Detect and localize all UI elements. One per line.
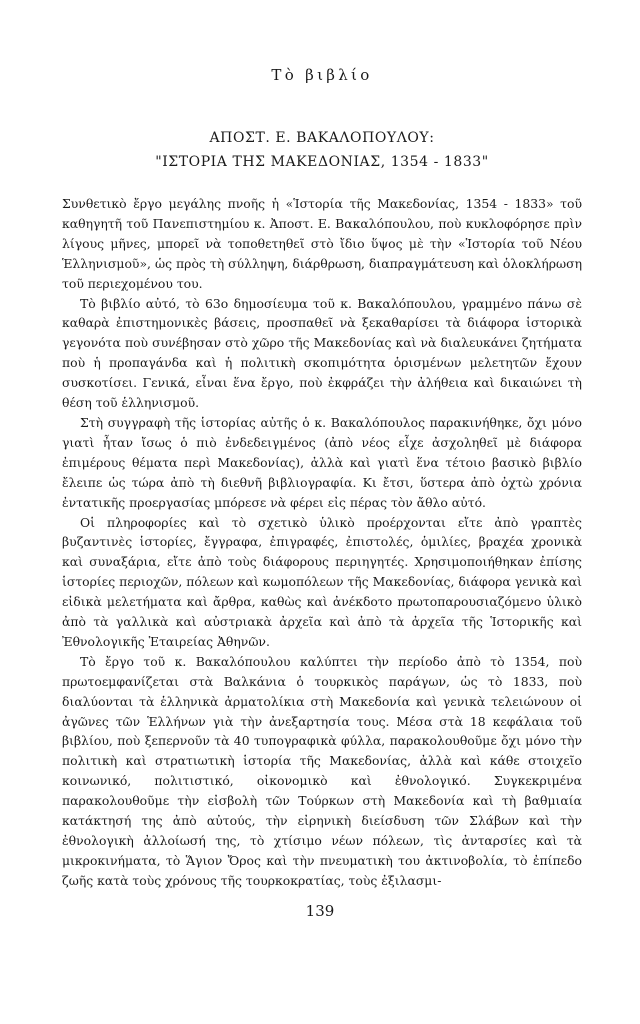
section-title: Τὸ βιβλίο	[271, 66, 373, 84]
article-author: ΑΠΟΣΤ. Ε. ΒΑΚΑΛΟΠΟΥΛΟΥ:	[209, 130, 435, 146]
body-paragraph: Τὸ ἔργο τοῦ κ. Βακαλόπουλου καλύπτει τὴν περίοδο ἀπὸ τὸ 1354, ποὺ πρωτοεμφανίζεται στὰ Βαλκάνια ὁ τουρκικὸς παράγων, ὡς τὸ 1833, ποὺ διαλύονται τὰ ἑλληνικὰ ἀρματολίκια στὴ Μακεδονία καὶ γενικὰ τελειώνουν οἱ ἀγῶνες τῶν Ἑλλήνων γιὰ τὴν ἀνεξαρτησία τους. Μέσα στὰ 18 κεφάλαια τοῦ βιβλίου, ποὺ ξεπερνοῦν τὰ 40 τυπογραφικὰ φύλλα, παρακολουθοῦμε ὄχι μόνο τὴν πολιτικὴ καὶ στρατιωτικὴ ἱστορία τῆς Μακεδονίας, ἀλλὰ καὶ κάθε στοιχεῖο κοινωνικό, πολιτιστικό, οἰκονομικὸ καὶ ἐθνολογικό. Συγκεκριμένα παρακολουθοῦμε τὴν εἰσβολὴ τῶν Τούρκων στὴ Μακεδονία καὶ τὴ βαθμιαία κατάκτησή της ἀπὸ αὐτούς, τὴν εἰρηνικὴ διείσδυση τῶν Σλάβων καὶ τὴν ἐθνολογικὴ ἀλλοίωσή της, τὸ χτίσιμο νέων πόλεων, τὶς ἀνταρσίες καὶ τὰ μικροκινήματα, τὸ Ἅγιον Ὄρος καὶ τὴν πνευματικὴ του ἀκτινοβολία, τὸ ἐπίπεδο ζωῆς κατὰ τοὺς χρόνους τῆς τουρκοκρατίας, τοὺς ἐξιλασμι-	[62, 653, 582, 888]
article-title-block	[62, 126, 582, 174]
body-paragraph: Τὸ βιβλίο αὐτό, τὸ 63ο δημοσίευμα τοῦ κ. Βακαλόπουλου, γραμμένο πάνω σὲ καθαρὰ ἐπιστημονικὲς βάσεις, προσπαθεῖ νὰ ξεκαθαρίσει τὰ διάφορα ἱστορικὰ γεγονότα ποὺ συνέβησαν στὸ χῶρο τῆς Μακεδονίας καὶ νὰ διαλευκάνει ζητήματα ποὺ ἡ προπαγάνδα καὶ ἡ πολιτικὴ σκοπιμότητα ὁρισμένων μελετητῶν ἔχουν συσκοτίσει. Γενικά, εἶναι ἕνα ἔργο, ποὺ ἐκφράζει τὴν ἀλήθεια καὶ δικαιώνει τὴ θέση τοῦ ἑλληνισμοῦ.	[62, 295, 582, 411]
body-paragraph: Στὴ συγγραφὴ τῆς ἱστορίας αὐτῆς ὁ κ. Βακαλόπουλος παρακινήθηκε, ὄχι μόνο γιατὶ ἦταν ἴσως ὁ πιὸ ἐνδεδειγμένος (ἀπὸ νέος εἶχε ἀσχοληθεῖ μὲ διάφορα ἐπιμέρους θέματα περὶ Μακεδονίας), ἀλλὰ καὶ γιατὶ ἕνα τέτοιο βασικὸ βιβλίο ἔλειπε ὡς τώρα ἀπὸ τὴ διεθνῆ βιβλιογραφία. Κι ἔτσι, ὕστερα ἀπὸ ὀχτὼ χρόνια ἐντατικῆς προεργασίας μπόρεσε νὰ φέρει εἰς πέρας τὸν ἄθλο αὐτό.	[62, 414, 582, 510]
page-number: 139	[305, 902, 335, 920]
body-paragraph: Οἱ πληροφορίες καὶ τὸ σχετικὸ ὑλικὸ προέρχονται εἴτε ἀπὸ γραπτὲς βυζαντινὲς ἱστορίες, ἔγγραφα, ἐπιγραφές, ἐπιστολές, ὁμιλίες, βραχέα χρονικὰ καὶ συναξάρια, εἴτε ἀπὸ τοὺς διάφορους περιηγητές. Χρησιμοποιήθηκαν ἐπίσης ἱστορίες περιοχῶν, πόλεων καὶ κωμοπόλεων τῆς Μακεδονίας, διάφορα γενικὰ καὶ εἰδικὰ μελετήματα καὶ ἄρθρα, καθὼς καὶ ἀνέκδοτο πρωτοπαρουσιαζόμενο ὑλικὸ ἀπὸ τὰ γαλλικὰ καὶ αὐστριακὰ ἀρχεῖα καὶ ἀπὸ τὰ ἀρχεῖα τῆς Ἱστορικῆς καὶ Ἐθνολογικῆς Ἑταιρείας Ἀθηνῶν.	[62, 514, 582, 649]
body-paragraph: Συνθετικὸ ἔργο μεγάλης πνοῆς ἡ «Ἱστορία τῆς Μακεδονίας, 1354 - 1833» τοῦ καθηγητῆ τοῦ Πανεπιστημίου κ. Ἀποστ. Ε. Βακαλόπουλου, ποὺ κυκλοφόρησε πρὶν λίγους μῆνες, μπορεῖ νὰ τοποθετηθεῖ στὸ ἴδιο ὕψος μὲ τὴν «Ἱστορία τοῦ Νέου Ἑλληνισμοῦ», ὡς πρὸς τὴ σύλληψη, διάρθρωση, διαπραγμάτευση καὶ ὁλοκλήρωση τοῦ περιεχομένου του.	[62, 196, 582, 291]
article-body	[62, 194, 582, 891]
article-title: "ΙΣΤΟΡΙΑ ΤΗΣ ΜΑΚΕΔΟΝΙΑΣ, 1354 - 1833"	[155, 154, 489, 170]
